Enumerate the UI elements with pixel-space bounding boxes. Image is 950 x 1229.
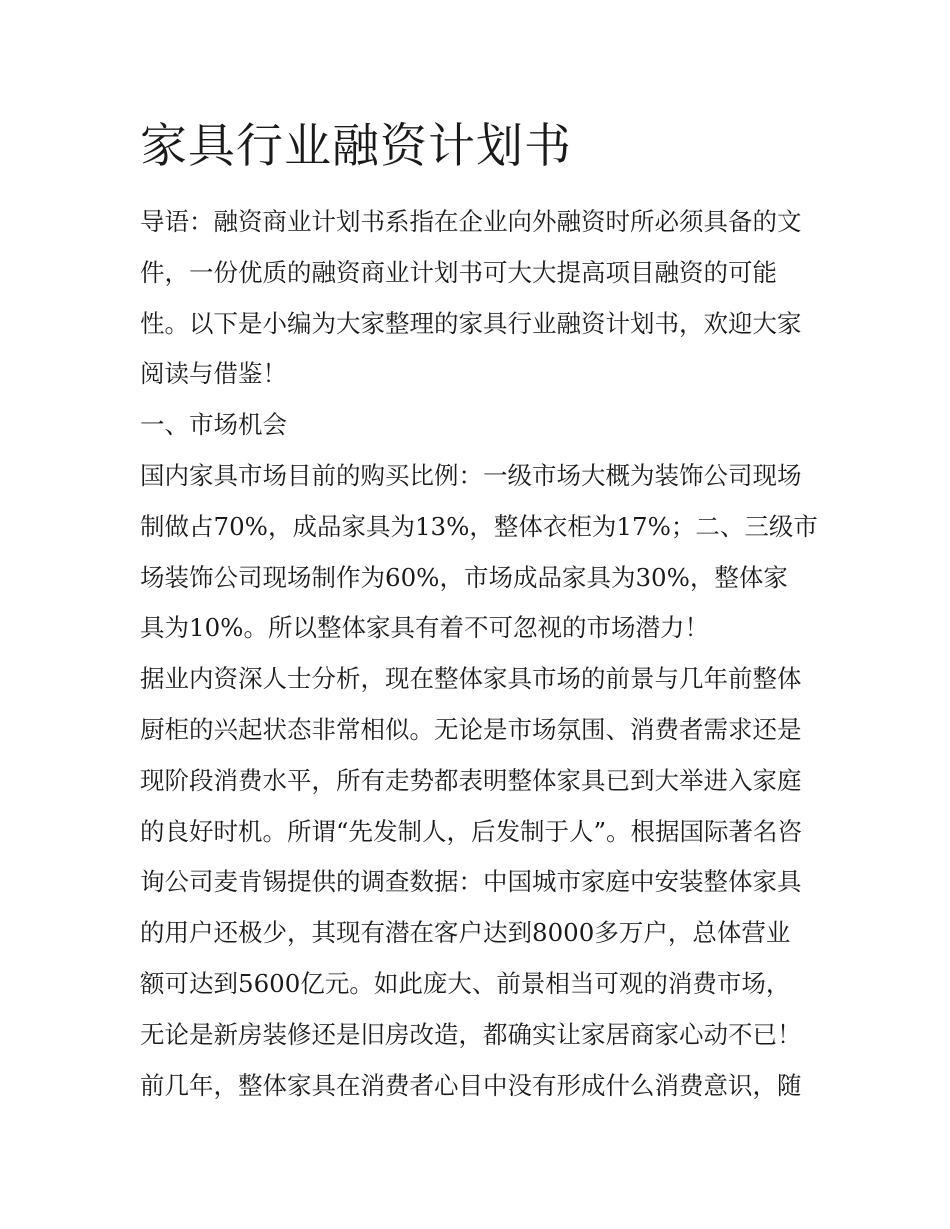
paragraph-line: 的良好时机。所谓“先发制人，后发制于人”。根据国际著名咨: [140, 816, 803, 846]
paragraph-line: 额可达到5600亿元。如此庞大、前景相当可观的消费市场，: [140, 968, 791, 998]
paragraph-line: 场装饰公司现场制作为60%，市场成品家具为30%，整体家: [140, 562, 788, 592]
paragraph-line: 具为10%。所以整体家具有着不可忽视的市场潜力！: [140, 613, 709, 643]
intro-line-4: 阅读与借鉴！: [140, 359, 287, 389]
section-heading-market-opportunity: 一、市场机会: [140, 410, 287, 440]
paragraph-line: 厨柜的兴起状态非常相似。无论是市场氛围、消费者需求还是: [140, 714, 802, 744]
paragraph-line: 的用户还极少，其现有潜在客户达到8000多万户，总体营业: [140, 918, 791, 948]
intro-line-1: 导语：融资商业计划书系指在企业向外融资时所必须具备的文: [140, 207, 802, 236]
paragraph-line: 制做占70%，成品家具为13%，整体衣柜为17%；二、三级市: [140, 511, 818, 541]
paragraph-line: 国内家具市场目前的购买比例：一级市场大概为装饰公司现场: [140, 460, 802, 490]
intro-line-2: 件，一份优质的融资商业计划书可大大提高项目融资的可能: [140, 257, 777, 287]
paragraph-line: 前几年，整体家具在消费者心目中没有形成什么消费意识，随: [140, 1070, 802, 1100]
paragraph-line: 询公司麦肯锡提供的调查数据：中国城市家庭中安装整体家具: [140, 867, 802, 897]
document-body: [140, 197, 818, 1111]
paragraph-line: 据业内资深人士分析，现在整体家具市场的前景与几年前整体: [140, 664, 802, 694]
document-title: 家具行业融资计划书: [140, 119, 572, 174]
paragraph-line: 无论是新房装修还是旧房改造，都确实让家居商家心动不已！: [140, 1019, 802, 1049]
paragraph-line: 现阶段消费水平，所有走势都表明整体家具已到大举进入家庭: [140, 765, 802, 795]
intro-line-3: 性。以下是小编为大家整理的家具行业融资计划书，欢迎大家: [140, 308, 802, 338]
